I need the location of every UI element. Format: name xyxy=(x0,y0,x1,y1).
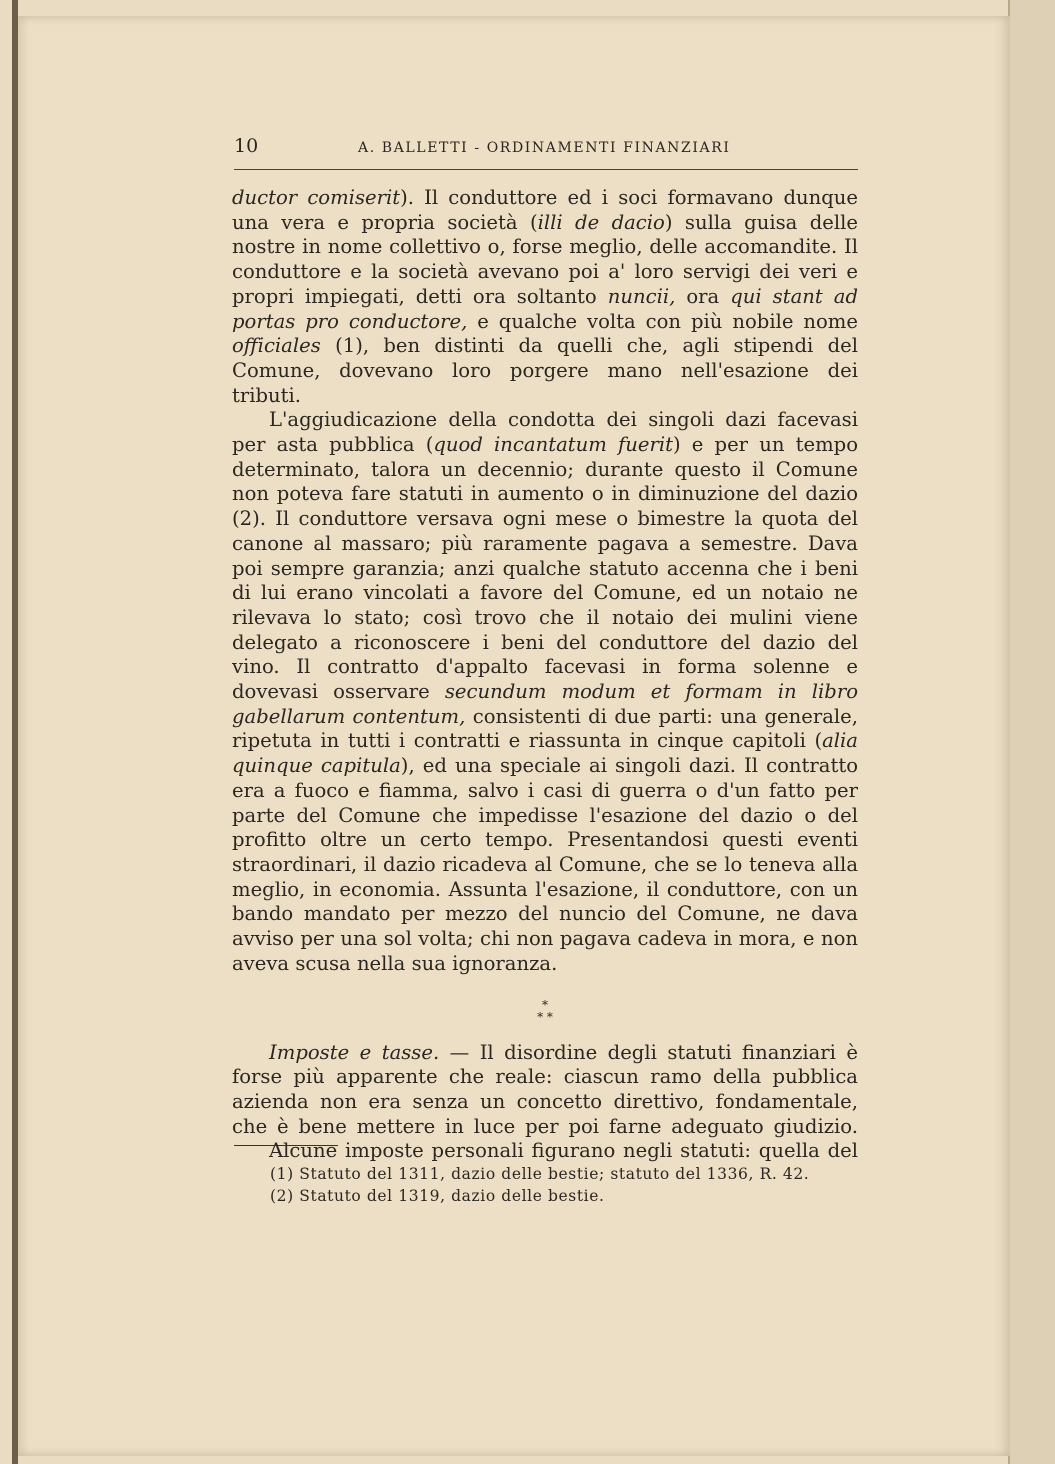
asterism-bottom: * * xyxy=(537,1009,553,1024)
text-span: nuncii, xyxy=(607,284,676,308)
footnotes xyxy=(270,1163,870,1207)
page-number: 10 xyxy=(234,135,259,157)
text-span: (1), ben distinti da quelli che, agli stipendi del Comune, dovevano loro porgere mano nell'esazione dei tributi. xyxy=(232,334,858,407)
text-span: L'aggiudicazione della condotta dei singoli dazi facevasi per asta pubblica ( xyxy=(232,408,858,457)
text-span: — Il disordine degli statuti finanziari è forse più apparente che reale: ciascun ramo della pubblica azienda non era senza un concetto direttivo, fondamentale, che è bene mettere in luce per poi farne adeguato giudizio. xyxy=(232,1040,858,1138)
text-span: officiales xyxy=(232,334,321,358)
text-span: ), ed una speciale ai singoli dazi. Il contratto era a fuoco e fiamma, salvo i casi di guerra o d'un fatto per parte del Comune che impedisse l'esazione del dazio o del profitto oltre un certo tempo. Presentandosi questi eventi straordinari, il dazio ricadeva al Comune, che se lo teneva alla meglio, in economia. Assunta l'esazione, il conduttore, con un bando mandato per mezzo del nuncio del Comune, ne dava avviso per una sol volta; chi non pagava cadeva in mora, e non aveva scusa nella sua ignoranza. xyxy=(232,754,858,975)
section-asterism xyxy=(232,999,858,1023)
asterism-top: * xyxy=(542,997,548,1012)
text-span: consistenti di due parti: una generale, ripetuta in tutti i contratti e riassunta in cinque capitoli ( xyxy=(232,704,858,753)
section-title: Imposte e tasse. xyxy=(269,1040,440,1064)
text-span: ). Il conduttore ed i soci formavano dunque una vera e propria società ( xyxy=(232,186,858,234)
text-span: ductor comiserit xyxy=(232,186,401,209)
paragraph-3 xyxy=(232,1041,858,1140)
footnote-rule xyxy=(234,1145,338,1146)
text-span: e qualche volta con più nobile nome xyxy=(467,309,858,333)
text-span: ora xyxy=(675,284,731,308)
text-span: alia quinque capitula xyxy=(232,729,858,778)
paragraph-2 xyxy=(232,408,858,976)
footnote-1: (1) Statuto del 1311, dazio delle bestie; statuto del 1336, R. 42. xyxy=(270,1165,810,1183)
running-title: A. BALLETTI - ORDINAMENTI FINANZIARI xyxy=(358,140,731,156)
page-header xyxy=(234,135,858,170)
text-span: qui stant ad portas pro conductore, xyxy=(232,284,858,333)
text-span: ) sulla guisa delle nostre in nome collettivo o, forse meglio, delle accomandite. Il conduttore e la società avevano poi a' loro servigi dei veri e propri impiegati, detti ora soltanto xyxy=(232,210,858,308)
paragraph-4: Alcune imposte personali figurano negli statuti: quella del xyxy=(269,1139,858,1163)
paragraph-1 xyxy=(232,186,858,408)
body-text xyxy=(232,186,858,1164)
text-span: ) e per un tempo determinato, talora un decennio; durante questo il Comune non poteva fare statuti in aumento o in diminuzione del dazio (2). Il conduttore versava ogni mese o bimestre la quota del canone al massaro; più raramente pagava a semestre. Dava poi sempre garanzia; anzi qualche statuto accenna che i beni di lui erano vincolati a favore del Comune, ed un notaio ne rilevava lo stato; così trovo che il notaio dei mulini viene delegato a riconoscere i beni del conduttore del dazio del vino. Il contratto d'appalto facevasi in forma solenne e dovevasi osservare xyxy=(232,433,858,704)
facing-page-edge xyxy=(1008,0,1055,1464)
footnote-2: (2) Statuto del 1319, dazio delle bestie. xyxy=(270,1187,605,1205)
text-span: illi de dacio xyxy=(537,210,665,234)
text-span: quod incantatum fuerit xyxy=(433,433,673,457)
text-span: secundum modum et formam in libro gabellarum contentum, xyxy=(232,680,858,728)
